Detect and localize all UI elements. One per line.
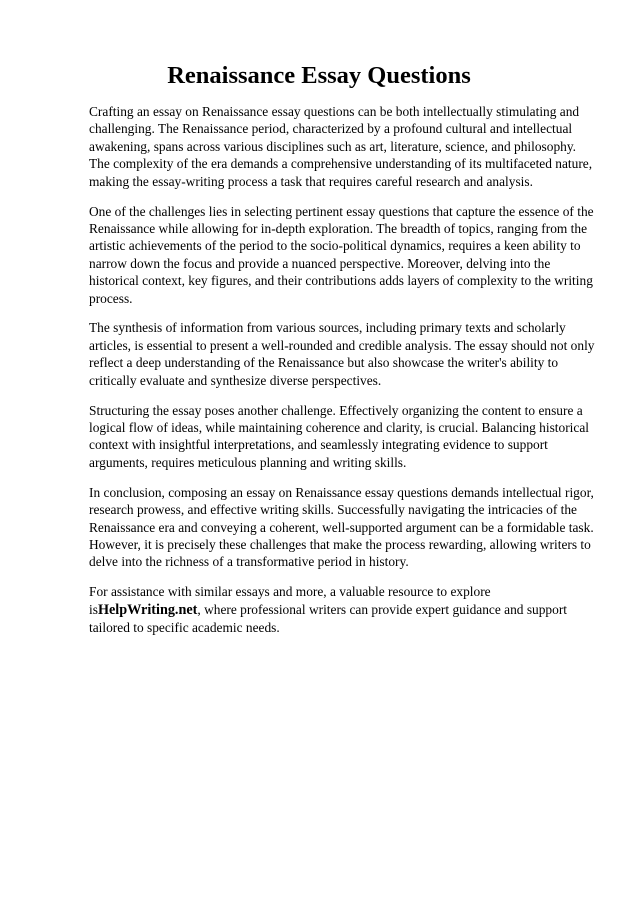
document-body [89, 103, 597, 649]
paragraph-challenges: One of the challenges lies in selecting pertinent essay questions that capture the essence of the Renaissance while allowing for in-depth exploration. The breadth of topics, ranging from the artistic achievements of the period to the socio-political dynamics, requires a keen ability to narrow down the focus and provide a nuanced perspective. Moreover, delving into the historical context, key figures, and their contributions adds layers of complexity to the writing process. [89, 203, 594, 306]
paragraph-conclusion: In conclusion, composing an essay on Renaissance essay questions demands intellectual rigor, research prowess, and effective writing skills. Successfully navigating the intricacies of the Renaissance era and conveying a coherent, well-supported argument can be a formidable task. However, it is precisely these challenges that make the process rewarding, allowing writers to delve into the richness of a transformative period in history. [89, 484, 594, 570]
helpwriting-link[interactable]: HelpWriting.net [97, 601, 198, 618]
paragraph-intro: Crafting an essay on Renaissance essay questions can be both intellectually stimulating and challenging. The Renaissance period, characterized by a profound cultural and intellectual awakening, spans across various disciplines such as art, literature, science, and philosophy. The complexity of the era demands a comprehensive understanding of its multifaceted nature, making the essay-writing process a task that requires careful research and analysis. [89, 104, 593, 189]
paragraph-closing [89, 583, 597, 636]
paragraph-structuring: Structuring the essay poses another challenge. Effectively organizing the content to ensure a logical flow of ideas, while maintaining coherence and clarity, is crucial. Balancing historical context with insightful interpretations, and seamlessly integrating evidence to support arguments, requires meticulous planning and writing skills. [89, 402, 589, 470]
closing-text-before-link: For assistance with similar essays and more, a valuable resource to explore is [89, 584, 491, 617]
paragraph-synthesis: The synthesis of information from various sources, including primary texts and scholarly articles, is essential to present a well-rounded and credible analysis. The essay should not only reflect a deep understanding of the Renaissance but also showcase the writer's ability to critically evaluate and synthesize diverse perspectives. [89, 320, 595, 388]
page-title: Renaissance Essay Questions [167, 62, 471, 89]
closing-text-after-link: , where professional writers can provide expert guidance and support tailored to specific academic needs. [89, 601, 567, 636]
